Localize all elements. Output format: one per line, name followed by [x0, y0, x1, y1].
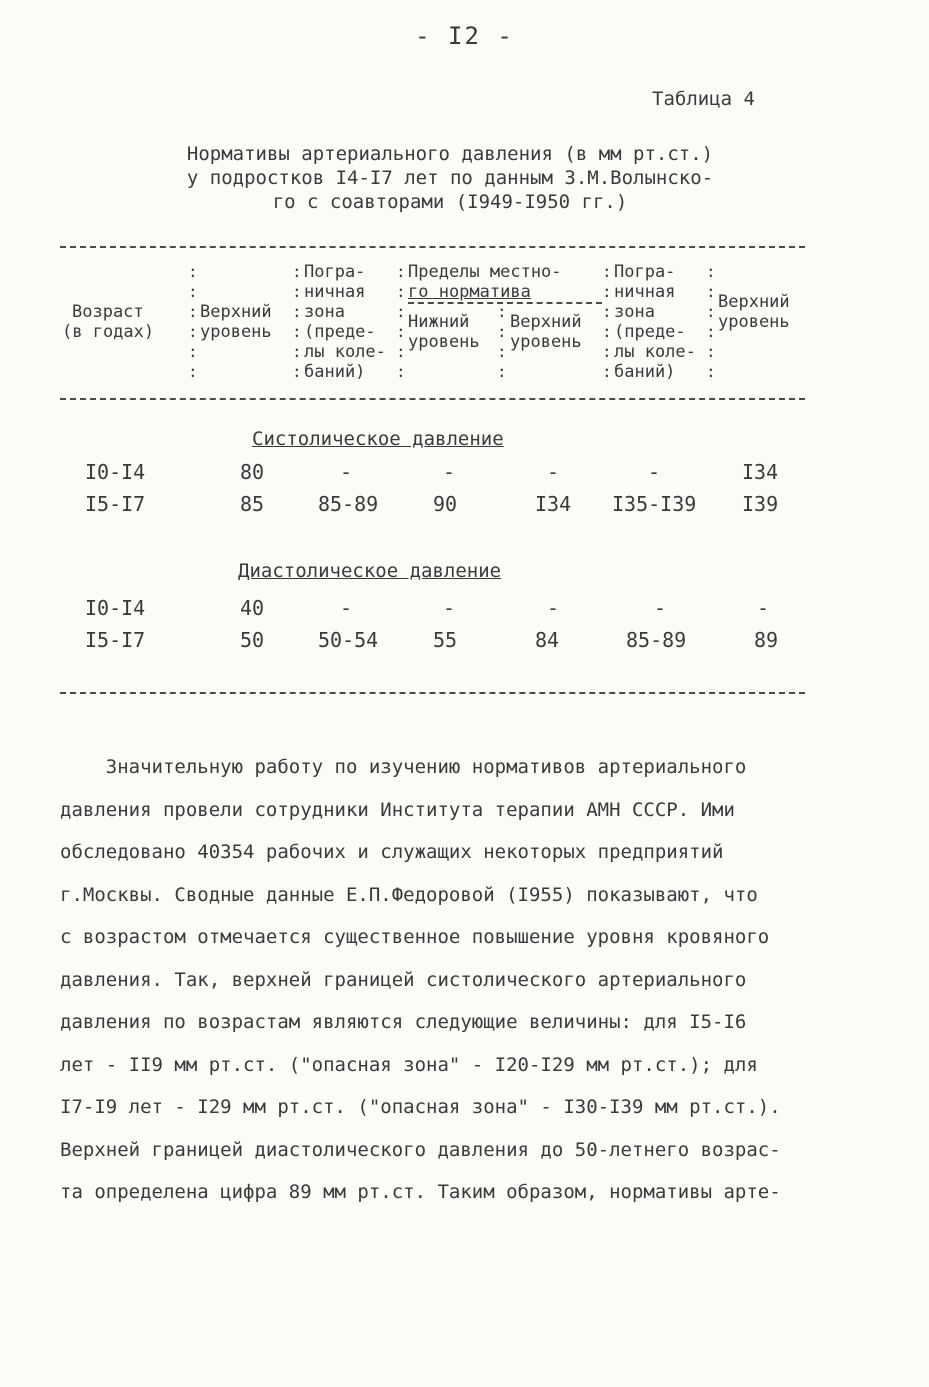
- header-border-zone-left: Погра- ничная зона (преде- лы коле- баний): [304, 262, 386, 382]
- header-upper-level-left: Верхний уровень: [200, 302, 272, 342]
- table-row: [0, 628, 929, 658]
- cell-age: I0-I4: [85, 596, 146, 620]
- cell-upper-left: 80: [240, 460, 265, 484]
- cell-upper-right: I39: [742, 492, 779, 516]
- cell-lower: -: [443, 596, 456, 620]
- paragraph-line: лет - II9 мм рт.ст. ("опасная зона" - I20-I29 мм рт.ст.); для: [60, 1053, 758, 1076]
- paragraph-line: давления. Так, верхней границей систолического артериального: [60, 968, 747, 991]
- header-upper-level-mid: Верхний уровень: [510, 312, 582, 352]
- table-label: Таблица 4: [652, 88, 755, 110]
- header-separator: : : : :: [497, 302, 507, 381]
- header-lower-level: Нижний уровень: [408, 312, 480, 352]
- header-upper-level-right: Верхний уровень: [718, 292, 790, 332]
- cell-border-left: 85-89: [318, 492, 379, 516]
- cell-upper-left: 50: [240, 628, 265, 652]
- table-row: [0, 492, 929, 522]
- cell-lower: 90: [433, 492, 458, 516]
- caption-line: Нормативы артериального давления (в мм рт.ст.): [186, 143, 714, 165]
- cell-age: I5-I7: [85, 492, 146, 516]
- table-caption: [100, 142, 800, 214]
- cell-upper-right: I34: [742, 460, 779, 484]
- cell-upper-left: 85: [240, 492, 265, 516]
- header-separator: : : : : : :: [706, 262, 716, 381]
- caption-line: у подростков I4-I7 лет по данным З.М.Волынско-: [186, 167, 714, 189]
- cell-border-left: -: [340, 460, 353, 484]
- header-separator: : : : : : :: [396, 262, 406, 381]
- section-title-systolic: Систолическое давление: [252, 428, 504, 450]
- paragraph-line: давления по возрастам являются следующие величины: для I5-I6: [60, 1011, 747, 1033]
- header-separator: : : : : : :: [292, 262, 302, 381]
- paragraph-line: I7-I9 лет - I29 мм рт.ст. ("опасная зона" - I30-I39 мм рт.ст.).: [60, 1096, 781, 1118]
- cell-lower: 55: [433, 628, 458, 652]
- cell-border-left: 50-54: [318, 628, 379, 652]
- cell-border-left: -: [340, 596, 353, 620]
- paragraph-line: г.Москвы. Сводные данные Е.П.Федоровой (I955) показывают, что: [60, 883, 758, 906]
- paragraph-line: та определена цифра 89 мм рт.ст. Таким образом, нормативы арте-: [60, 1181, 781, 1203]
- cell-age: I5-I7: [85, 628, 146, 652]
- caption-line: го с соавторами (I949-I950 гг.): [272, 191, 628, 213]
- table-top-rule: [60, 246, 805, 248]
- section-title-diastolic: Диастолическое давление: [238, 560, 502, 582]
- cell-upper-left: 40: [240, 596, 265, 620]
- header-normal-limits: Пределы местно- го норматива: [408, 262, 562, 302]
- table-row: [0, 460, 929, 490]
- header-border-zone-right: Погра- ничная зона (преде- лы коле- баний): [614, 262, 696, 382]
- cell-upper-right: -: [757, 596, 770, 620]
- cell-upper-mid: -: [547, 596, 560, 620]
- cell-border-right: I35-I39: [612, 492, 697, 516]
- body-paragraph: [60, 746, 870, 1214]
- cell-upper-mid: -: [547, 460, 560, 484]
- header-age: Возраст (в годах): [62, 302, 155, 342]
- header-bottom-rule: [60, 398, 805, 400]
- paragraph-line: Верхней границей диастолического давления до 50-летнего возрас-: [60, 1138, 781, 1161]
- cell-age: I0-I4: [85, 460, 146, 484]
- table-bottom-rule: [60, 692, 805, 694]
- cell-lower: -: [443, 460, 456, 484]
- paragraph-line: обследовано 40354 рабочих и служащих некоторых предприятий: [60, 841, 724, 863]
- header-separator: : : : : : :: [188, 262, 198, 381]
- cell-upper-right: 89: [754, 628, 779, 652]
- cell-upper-mid: 84: [535, 628, 560, 652]
- cell-border-right: 85-89: [626, 628, 687, 652]
- paragraph-line: Значительную работу по изучению нормативов артериального: [60, 756, 747, 778]
- cell-upper-mid: I34: [535, 492, 572, 516]
- normal-limits-underline: [408, 302, 602, 304]
- cell-border-right: -: [654, 596, 667, 620]
- paragraph-line: с возрастом отмечается существенное повышение уровня кровяного: [60, 926, 770, 948]
- cell-border-right: -: [648, 460, 661, 484]
- page-number: - I2 -: [415, 22, 514, 50]
- paragraph-line: давления провели сотрудники Института терапии АМН СССР. Ими: [60, 798, 735, 821]
- table-row: [0, 596, 929, 626]
- header-separator: : : : : : :: [602, 262, 612, 381]
